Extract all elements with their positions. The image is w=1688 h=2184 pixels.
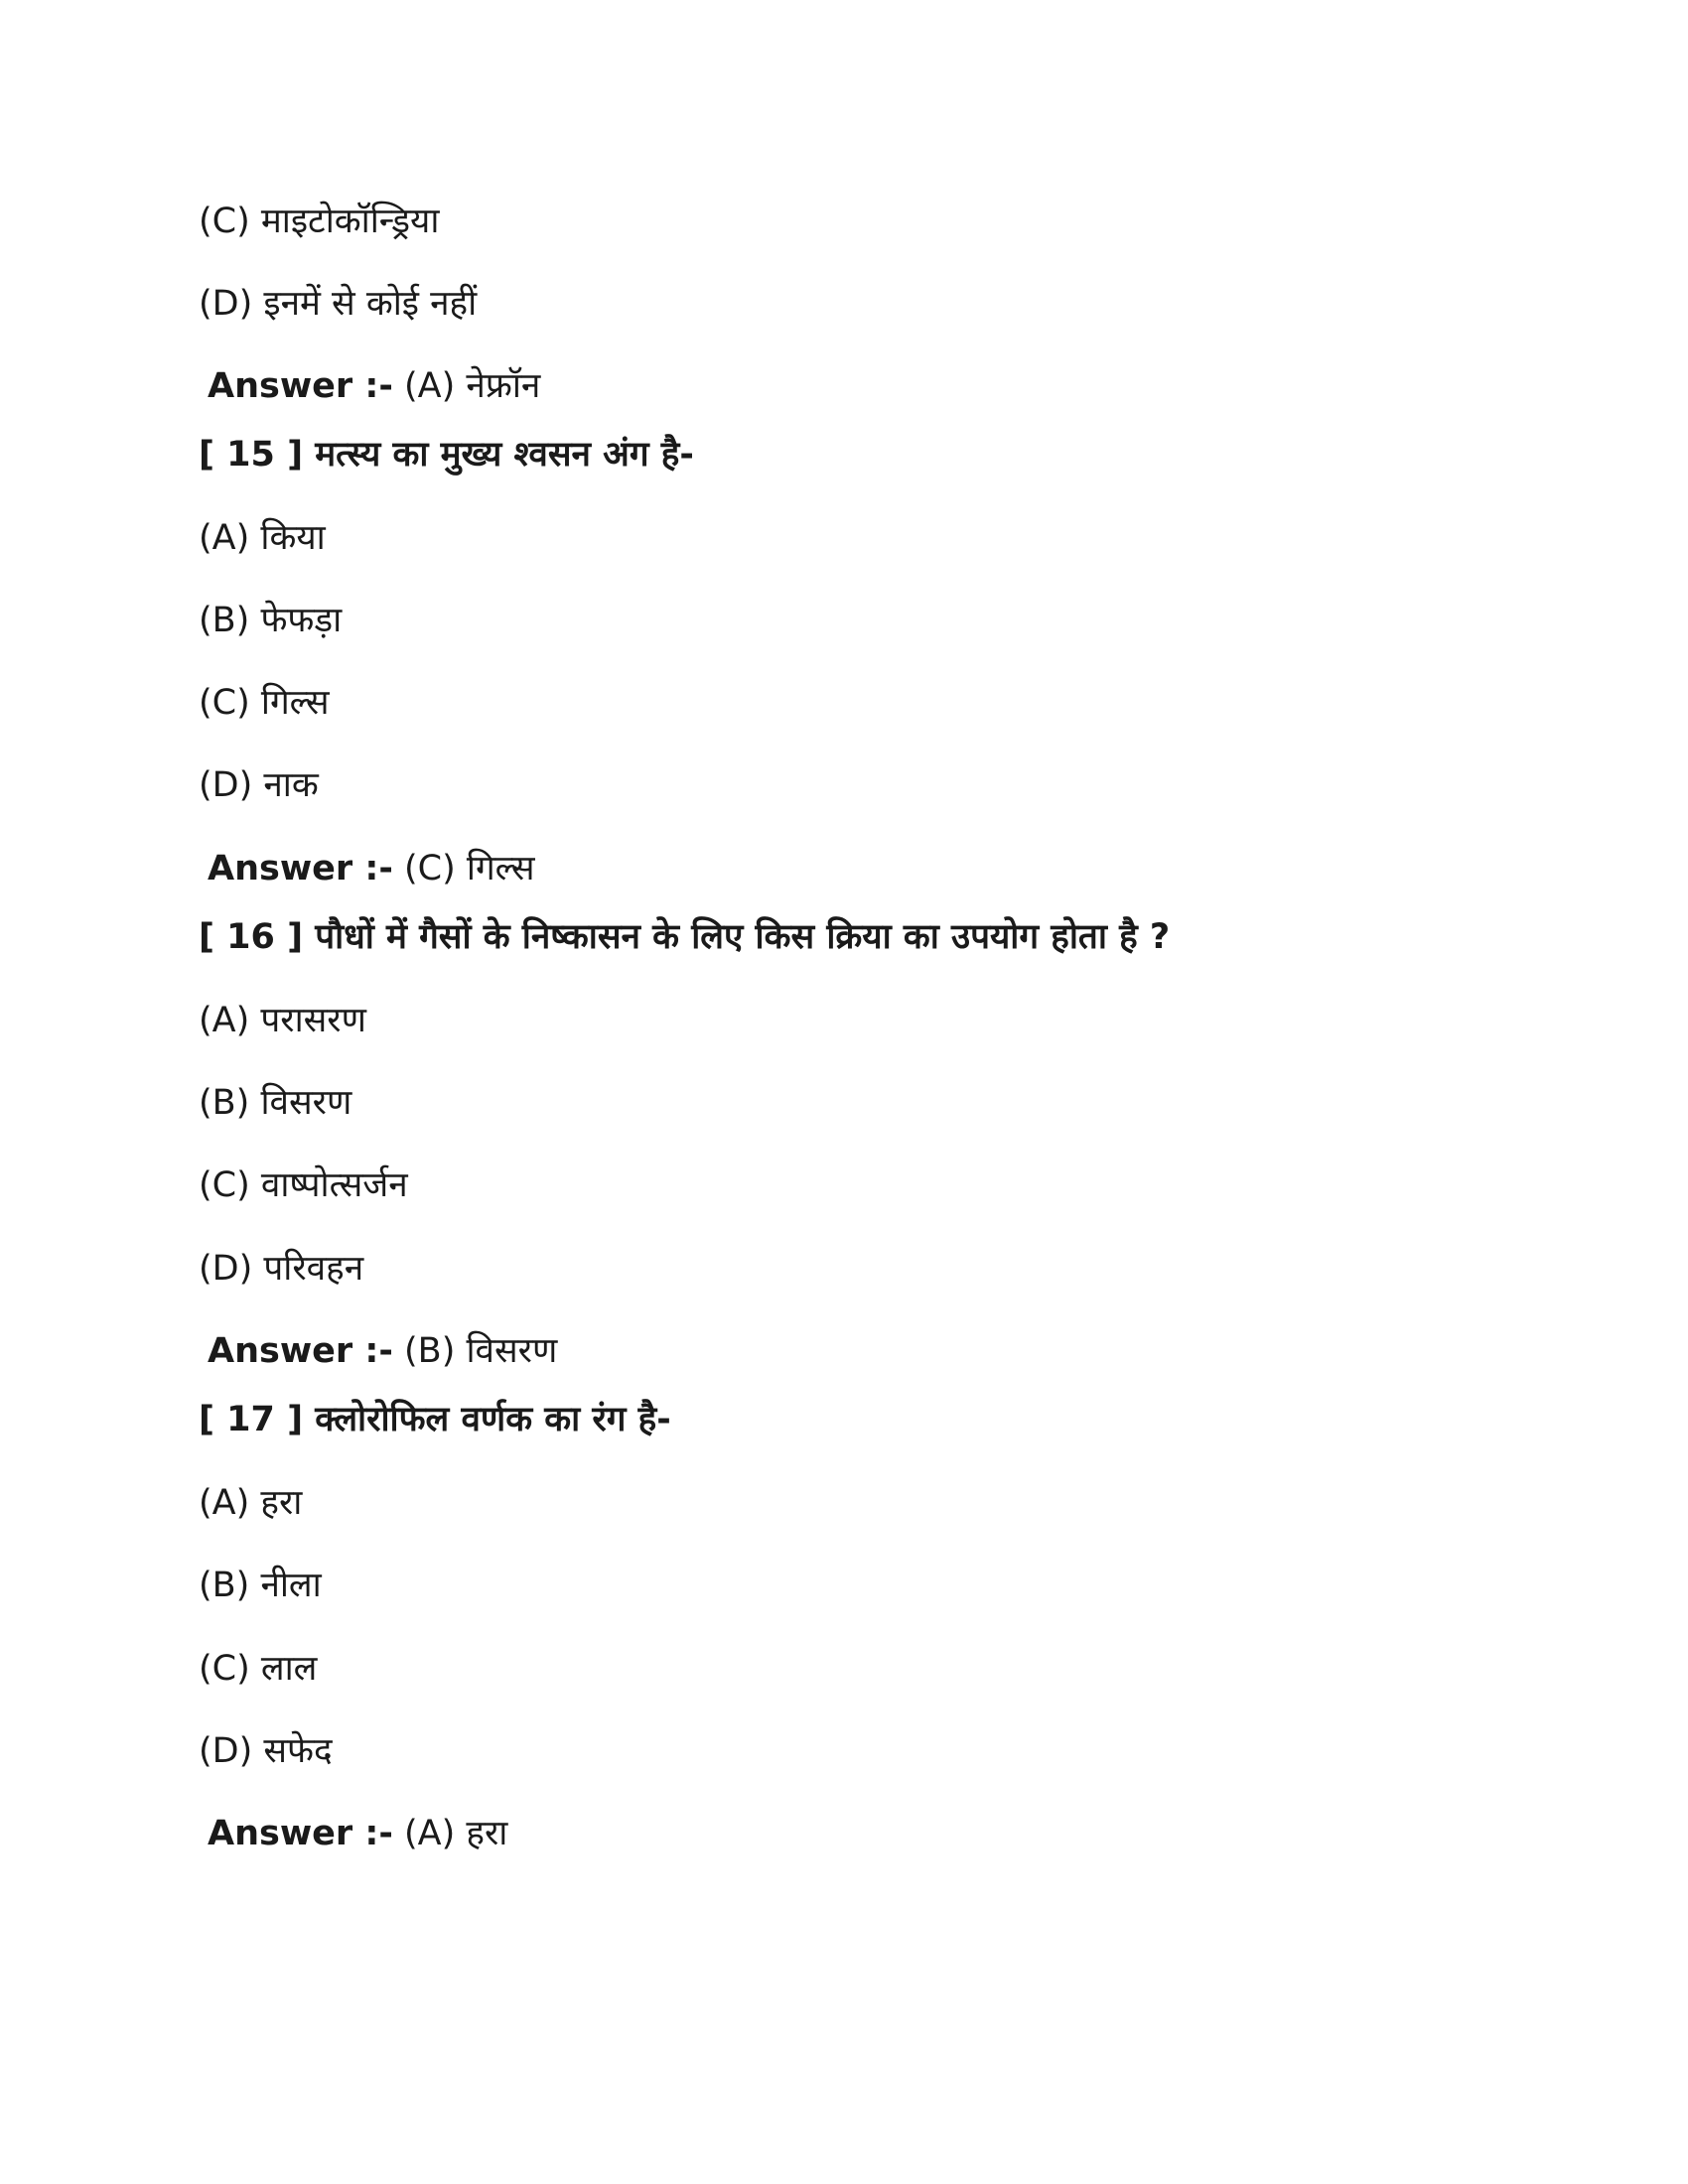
q16-answer <box>208 1326 557 1376</box>
q17-option-b: (B) नीला <box>199 1566 322 1605</box>
q17-option-a: (A) हरा <box>199 1483 303 1523</box>
q16-option-a: (A) परासरण <box>199 1001 366 1040</box>
q15-option-b: (B) फेफड़ा <box>199 601 343 640</box>
answer-value: (A) नेफ्रॉन <box>404 366 541 406</box>
answer-value: (C) गिल्स <box>404 849 535 888</box>
q15-option-a: (A) किया <box>199 518 326 558</box>
q15-answer <box>208 844 535 893</box>
answer-label: Answer :- <box>208 1331 393 1371</box>
q16-option-c: (C) वाष्पोत्सर्जन <box>199 1165 408 1205</box>
q15-option-d: (D) नाक <box>199 765 319 805</box>
answer-label: Answer :- <box>208 366 393 406</box>
answer-label: Answer :- <box>208 849 393 888</box>
q15-option-c: (C) गिल्स <box>199 683 330 723</box>
q15-question: [ 15 ] मत्स्य का मुख्य श्वसन अंग है- <box>199 435 694 475</box>
q14-answer <box>208 361 540 411</box>
q16-option-b: (B) विसरण <box>199 1083 352 1123</box>
answer-value: (B) विसरण <box>404 1331 558 1371</box>
q17-option-d: (D) सफेद <box>199 1731 333 1771</box>
q17-question: [ 17 ] क्लोरोफिल वर्णक का रंग है- <box>199 1400 671 1439</box>
q17-answer <box>208 1809 507 1858</box>
q16-option-d: (D) परिवहन <box>199 1249 364 1289</box>
q14-option-d: (D) इनमें से कोई नहीं <box>199 284 478 324</box>
q16-question: [ 16 ] पौधों में गैसों के निष्कासन के लिए किस क्रिया का उपयोग होता है ? <box>199 917 1171 957</box>
answer-label: Answer :- <box>208 1814 393 1853</box>
q17-option-c: (C) लाल <box>199 1649 318 1689</box>
answer-value: (A) हरा <box>404 1814 508 1853</box>
q14-option-c: (C) माइटोकॉन्ड्रिया <box>199 202 440 241</box>
